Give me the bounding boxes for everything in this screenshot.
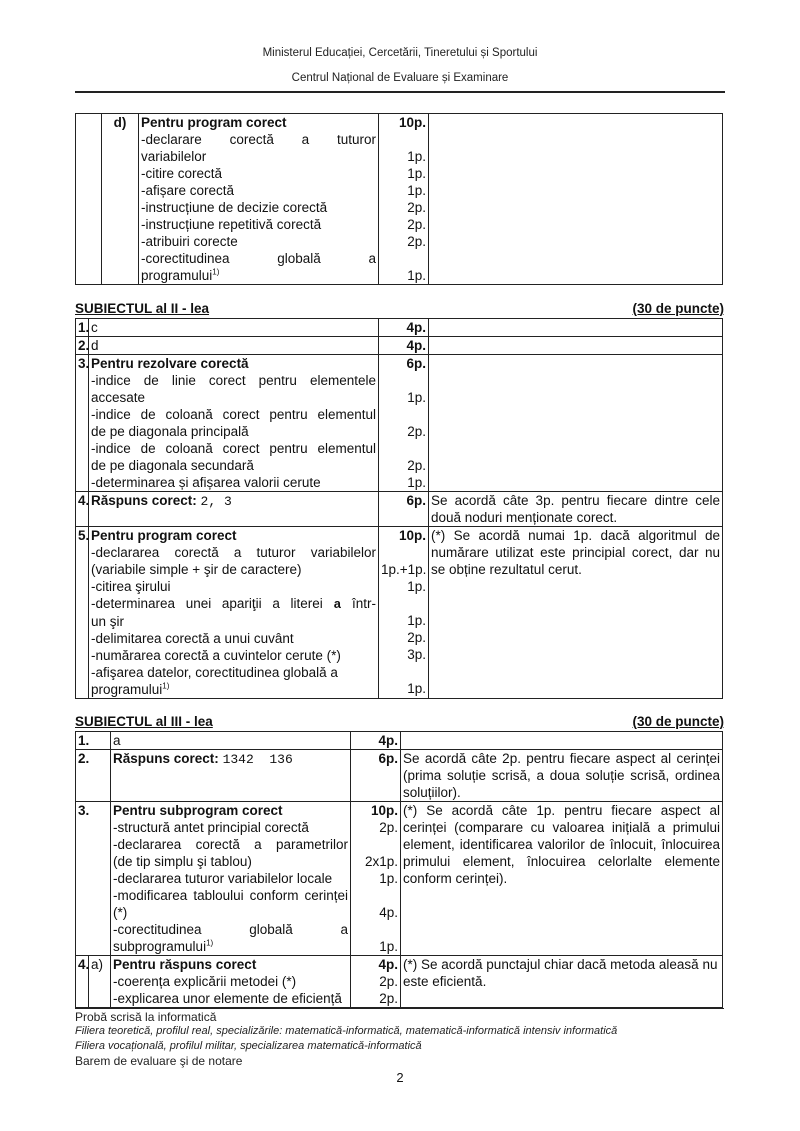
notes-cell: (*) Se acordă numai 1p. dacă algoritmul de numărare utilizat este principial corect, dar nu se obține rezultatul cerut. [429, 527, 723, 699]
footnote-marker: 1) [206, 938, 214, 948]
table-row [76, 319, 723, 337]
criteria-title: Pentru program corect [141, 115, 287, 130]
points-cell: 4p. 2p. 2p. [351, 956, 401, 1008]
answer-cell: c [89, 319, 379, 337]
criteria-line: -citire corectă [141, 166, 223, 181]
notes-cell [429, 114, 723, 285]
section-title: SUBIECTUL al III - lea [75, 714, 213, 729]
points-cell: 10p. 1p. 1p. 1p. 2p. 2p. 2p. 1p. [379, 114, 429, 285]
criteria-line: -atribuiri corecte [141, 234, 238, 249]
notes-cell [429, 337, 723, 355]
item-number: 4. [76, 956, 89, 1008]
answer-cell: Răspuns corect: 1342 136 [111, 750, 351, 802]
answer-cell: a [111, 732, 351, 750]
criteria-line: -instrucțiune de decizie corectă [141, 200, 328, 215]
item-number: 3. [76, 802, 111, 956]
subject-3-table [75, 731, 723, 1008]
table-row [76, 355, 723, 492]
answer-value: 2, 3 [200, 494, 232, 509]
item-number: 4. [76, 492, 89, 527]
table-row [76, 492, 723, 527]
header-divider [75, 91, 725, 93]
criteria-line: -afișare corectă [141, 183, 235, 198]
subject-2-heading [75, 301, 724, 316]
criteria-cell: Pentru program corect -declararea corectă a tuturor variabilelor (variabile simple + şir de caractere) -citirea şirului -determinarea unei apariţii a literei a într- un şir -delimitarea corectă a unui cuvânt -numărarea corectă a cuvintelor cerute (*) -afişarea datelor, corectitudinea globală a programului$^{1)}$ [89, 527, 379, 699]
subject-2-table [75, 318, 723, 699]
item-number: 5. [76, 527, 89, 699]
table-row [76, 750, 723, 802]
subject-3-heading [75, 714, 724, 729]
points-cell: 4p. [351, 732, 401, 750]
table-row [76, 337, 723, 355]
empty-cell [76, 114, 102, 285]
section-total: (30 de puncte) [632, 714, 724, 729]
table-row [76, 802, 723, 956]
notes-cell: (*) Se acordă punctajul chiar dacă metoda aleasă nu este eficientă. [401, 956, 723, 1008]
table-row [76, 527, 723, 699]
item-number: 2. [76, 337, 89, 355]
points-cell: 4p. [379, 319, 429, 337]
header-ministry: Ministerul Educației, Cercetării, Tineretului și Sportului [262, 47, 538, 59]
points-cell: 4p. [379, 337, 429, 355]
footnote-marker: 1) [162, 681, 170, 691]
item-number: 2. [76, 750, 111, 802]
notes-cell [401, 732, 723, 750]
points-cell: 10p. 1p.+1p. 1p. 1p. 2p. 3p. 1p. [379, 527, 429, 699]
footer-track-2: Filiera vocațională, profilul militar, specializarea matematică-informatică [75, 1040, 422, 1052]
notes-cell [429, 319, 723, 337]
letter-a: a [333, 597, 342, 612]
section-title: SUBIECTUL al II - lea [75, 301, 210, 316]
criteria-cell: Pentru răspuns corect -coerența explicării metodei (*) -explicarea unor elemente de eficiență [111, 956, 351, 1008]
points-cell: 10p. 2p. 2x1p. 1p. 4p. 1p. [351, 802, 401, 956]
footer-exam-title: Probă scrisă la informatică [75, 1010, 217, 1024]
item-label: d) [102, 114, 139, 285]
item-number: 1. [76, 319, 89, 337]
answer-value: 1342 136 [222, 752, 293, 767]
footer-doc-type: Barem de evaluare şi de notare [75, 1054, 243, 1068]
page-number: 2 [396, 1070, 404, 1085]
table-row [76, 732, 723, 750]
section-total: (30 de puncte) [632, 301, 724, 316]
notes-cell: Se acordă câte 2p. pentru fiecare aspect al cerinței (prima soluție scrisă, a doua soluție scrisă, ordinea soluțiilor). [401, 750, 723, 802]
answer-cell: Răspuns corect: 2, 3 [89, 492, 379, 527]
sub-item-label: a) [89, 956, 111, 1008]
header-center: Centrul Național de Evaluare și Examinare [291, 72, 509, 84]
points-cell: 6p. [351, 750, 401, 802]
notes-cell: (*) Se acordă câte 1p. pentru fiecare aspect al cerinței (comparare cu valoarea inițială a primului element, identificarea valorilor de înlocuit, înlocuirea primului element, înlocuirea celorlalte elemente conform cerinței). [401, 802, 723, 956]
criteria-line: programului$^{1)}$ [141, 267, 220, 283]
footnote-marker: 1) [212, 267, 220, 277]
points-cell: 6p. 1p. 2p. 2p. 1p. [379, 355, 429, 492]
criteria-line: -declarare corectă a tuturor [141, 132, 376, 147]
item-number: 1. [76, 732, 111, 750]
criteria-cell [139, 114, 379, 285]
notes-cell: Se acordă câte 3p. pentru fiecare dintre cele două noduri menționate corect. [429, 492, 723, 527]
criteria-line: -instrucțiune repetitivă corectă [141, 217, 322, 232]
criteria-line: -corectitudinea globală a [141, 251, 376, 266]
criteria-cell: Pentru subprogram corect -structură antet principial corectă -declararea corectă a parametrilor (de tip simplu şi tablou) -declararea tuturor variabilelor locale -modificarea tabloului conform cerinței (*) -corectitudinea globală a subprogramului$^{1)}$ [111, 802, 351, 956]
answer-cell: d [89, 337, 379, 355]
footer-divider [75, 1008, 724, 1009]
top-table [75, 113, 723, 285]
notes-cell [429, 355, 723, 492]
footer-track-1: Filiera teoretică, profilul real, specializările: matematică-informatică, matematică-informatică intensiv informatică [75, 1025, 618, 1037]
points-cell: 6p. [379, 492, 429, 527]
table-row [76, 956, 723, 1008]
table-row [76, 114, 723, 285]
criteria-cell: Pentru rezolvare corectă -indice de linie corect pentru elementele accesate -indice de coloană corect pentru elementul de pe diagonala principală -indice de coloană corect pentru elementul de pe diagonala secundară -determinarea și afișarea valorii cerute [89, 355, 379, 492]
criteria-line: variabilelor [141, 149, 207, 164]
item-number: 3. [76, 355, 89, 492]
